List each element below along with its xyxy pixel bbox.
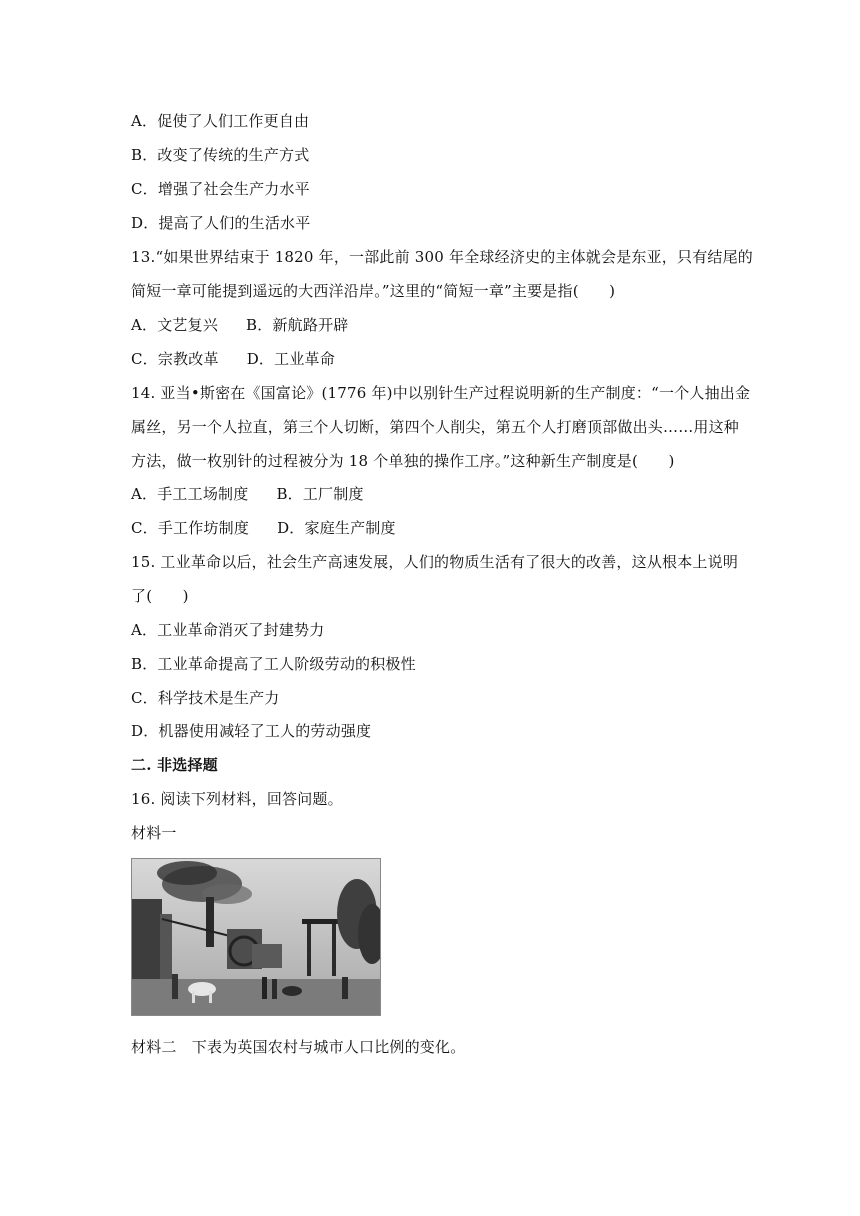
q13-stem-line-2: 简短一章可能提到遥远的大西洋沿岸。”这里的“简短一章”主要是指( ): [131, 282, 616, 300]
q14-stem-line-2: 属丝，另一个人拉直，第三个人切断，第四个人削尖，第五个人打磨顶部做出头……用这种: [131, 418, 740, 436]
q15-option-d[interactable]: D．机器使用减轻了工人的劳动强度: [131, 722, 372, 740]
q15-option-b[interactable]: B．工业革命提高了工人阶级劳动的积极性: [131, 655, 416, 673]
q12-option-c[interactable]: C．增强了社会生产力水平: [131, 180, 310, 198]
q13-option-a[interactable]: A．文艺复兴: [131, 316, 219, 334]
q13-option-c[interactable]: C．宗教改革: [131, 350, 219, 368]
q12-option-b[interactable]: B．改变了传统的生产方式: [131, 146, 310, 164]
q13-stem-line-1: 13.“如果世界结束于 1820 年，一部此前 300 年全球经济史的主体就会是东亚，只有结尾的: [131, 248, 754, 266]
industrial-scene-image: [131, 858, 381, 1016]
material2-text: 材料二 下表为英国农村与城市人口比例的变化。: [131, 1038, 466, 1056]
q13-option-b[interactable]: B．新航路开辟: [246, 316, 349, 334]
q12-option-a[interactable]: A．促使了人们工作更自由: [131, 112, 310, 130]
q13-options-row-2: [131, 349, 335, 369]
q14-stem-line-1: 14. 亚当•斯密在《国富论》(1776 年)中以别针生产过程说明新的生产制度：“一个人抽出金: [131, 384, 751, 402]
q16-stem: 16. 阅读下列材料，回答问题。: [131, 790, 343, 808]
q13-options-row-1: [131, 315, 348, 335]
q14-options-row-2: [131, 518, 396, 538]
q15-option-c[interactable]: C．科学技术是生产力: [131, 689, 280, 707]
q15-stem-line-1: 15. 工业革命以后，社会生产高速发展，人们的物质生活有了很大的改善，这从根本上说明: [131, 553, 739, 571]
q14-option-a[interactable]: A．手工工场制度: [131, 485, 249, 503]
section-heading: 二. 非选择题: [131, 756, 218, 774]
q14-option-d[interactable]: D．家庭生产制度: [277, 519, 396, 537]
q15-stem-line-2: 了( ): [131, 587, 189, 605]
material1-label: 材料一: [131, 824, 177, 842]
q15-option-a[interactable]: A．工业革命消灭了封建势力: [131, 621, 325, 639]
q14-stem-line-3: 方法，做一枚别针的过程被分为 18 个单独的操作工序。”这种新生产制度是( ): [131, 452, 675, 470]
q14-option-c[interactable]: C．手工作坊制度: [131, 519, 250, 537]
q12-option-d[interactable]: D．提高了人们的生活水平: [131, 214, 311, 232]
q14-option-b[interactable]: B．工厂制度: [276, 485, 364, 503]
q14-options-row-1: [131, 484, 364, 504]
q13-option-d[interactable]: D．工业革命: [246, 350, 335, 368]
